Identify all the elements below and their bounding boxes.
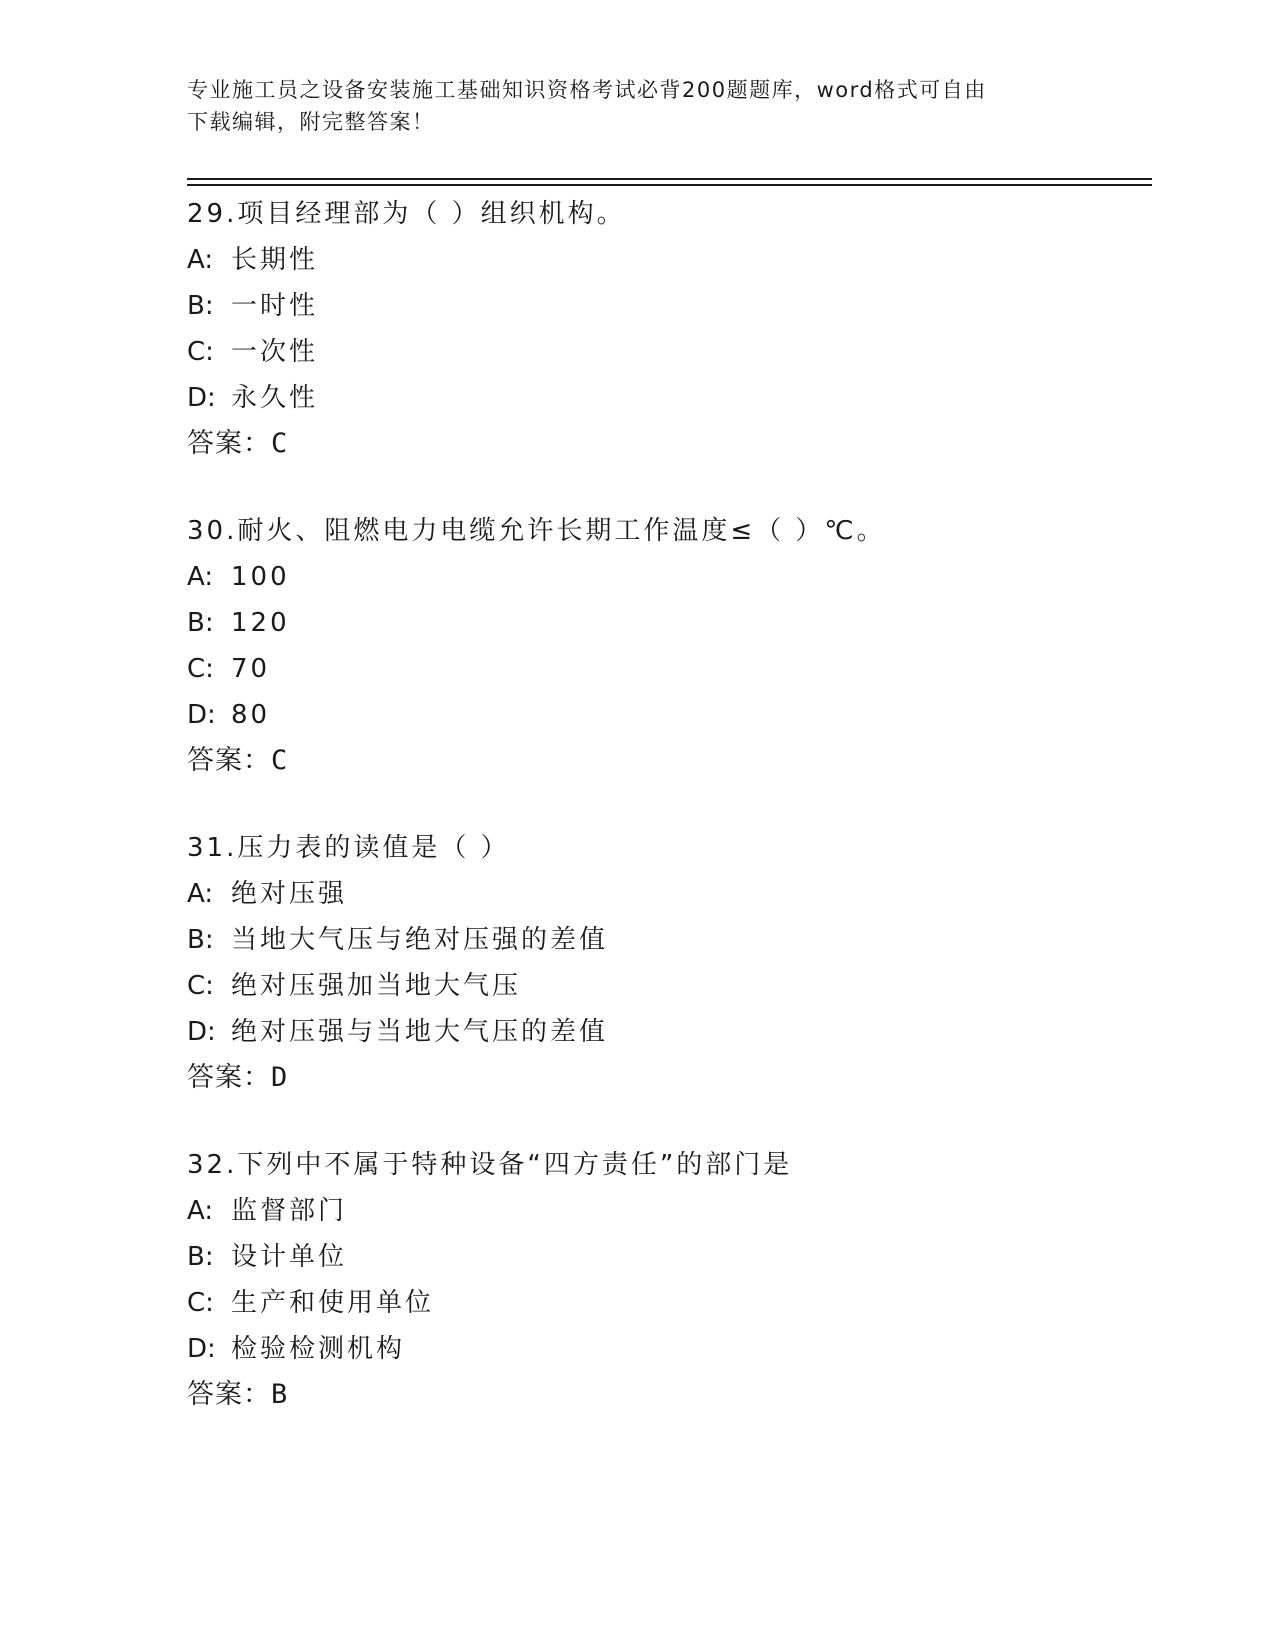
option-letter: A: [187, 1196, 214, 1226]
header-divider-bottom [187, 184, 1152, 186]
option-a [187, 237, 1147, 283]
answer-value: B [271, 1379, 289, 1410]
option-text: 80 [231, 700, 271, 730]
option-text: 一时性 [231, 291, 319, 321]
option-d [187, 1009, 1147, 1055]
option-a [187, 1188, 1147, 1234]
answer-label: 答案： [187, 1379, 271, 1410]
answer-line [187, 1055, 1147, 1101]
answer-line [187, 421, 1147, 467]
option-text: 长期性 [231, 245, 319, 275]
header-line-1: 专业施工员之设备安装施工基础知识资格考试必背200题题库，word格式可自由 [187, 78, 987, 102]
option-a [187, 871, 1147, 917]
option-c [187, 646, 1147, 692]
option-b [187, 917, 1147, 963]
option-text: 100 [231, 562, 290, 592]
answer-label: 答案： [187, 1062, 271, 1093]
question-title: 31.压力表的读值是（ ） [187, 833, 510, 863]
option-c [187, 1280, 1147, 1326]
option-b [187, 283, 1147, 329]
document-header [187, 74, 1087, 138]
option-b [187, 1234, 1147, 1280]
question-29 [187, 191, 1147, 467]
answer-value: C [271, 745, 289, 776]
option-letter: B: [187, 291, 214, 321]
answer-label: 答案： [187, 745, 271, 776]
option-b [187, 600, 1147, 646]
option-text: 生产和使用单位 [231, 1288, 435, 1318]
answer-value: D [271, 1062, 289, 1093]
option-letter: D: [187, 383, 216, 413]
option-letter: A: [187, 245, 214, 275]
question-list [187, 191, 1147, 1459]
option-c [187, 963, 1147, 1009]
option-letter: D: [187, 700, 216, 730]
option-text: 检验检测机构 [231, 1334, 406, 1364]
option-letter: B: [187, 1242, 214, 1272]
question-title: 32.下列中不属于特种设备“四方责任”的部门是 [187, 1150, 793, 1180]
option-letter: C: [187, 654, 214, 684]
question-32 [187, 1142, 1147, 1418]
option-letter: D: [187, 1017, 216, 1047]
option-letter: C: [187, 971, 214, 1001]
answer-label: 答案： [187, 428, 271, 459]
option-text: 绝对压强加当地大气压 [231, 971, 522, 1001]
option-text: 一次性 [231, 337, 319, 367]
question-30 [187, 508, 1147, 784]
option-text: 绝对压强与当地大气压的差值 [231, 1017, 609, 1047]
option-text: 绝对压强 [231, 879, 348, 909]
option-d [187, 375, 1147, 421]
option-text: 设计单位 [231, 1242, 348, 1272]
option-letter: C: [187, 1288, 214, 1318]
answer-line [187, 738, 1147, 784]
option-letter: C: [187, 337, 214, 367]
question-title: 30.耐火、阻燃电力电缆允许长期工作温度≤（ ）℃。 [187, 516, 886, 546]
option-text: 当地大气压与绝对压强的差值 [231, 925, 609, 955]
option-letter: A: [187, 562, 214, 592]
option-d [187, 692, 1147, 738]
option-c [187, 329, 1147, 375]
answer-value: C [271, 428, 289, 459]
option-text: 永久性 [231, 383, 319, 413]
option-a [187, 554, 1147, 600]
option-text: 120 [231, 608, 290, 638]
option-letter: B: [187, 608, 214, 638]
option-letter: A: [187, 879, 214, 909]
header-divider-top [187, 178, 1152, 180]
option-text: 监督部门 [231, 1196, 348, 1226]
option-letter: D: [187, 1334, 216, 1364]
option-letter: B: [187, 925, 214, 955]
option-d [187, 1326, 1147, 1372]
header-line-2: 下载编辑，附完整答案！ [187, 110, 435, 134]
option-text: 70 [231, 654, 271, 684]
question-title: 29.项目经理部为（ ）组织机构。 [187, 199, 626, 229]
question-31 [187, 825, 1147, 1101]
answer-line [187, 1372, 1147, 1418]
